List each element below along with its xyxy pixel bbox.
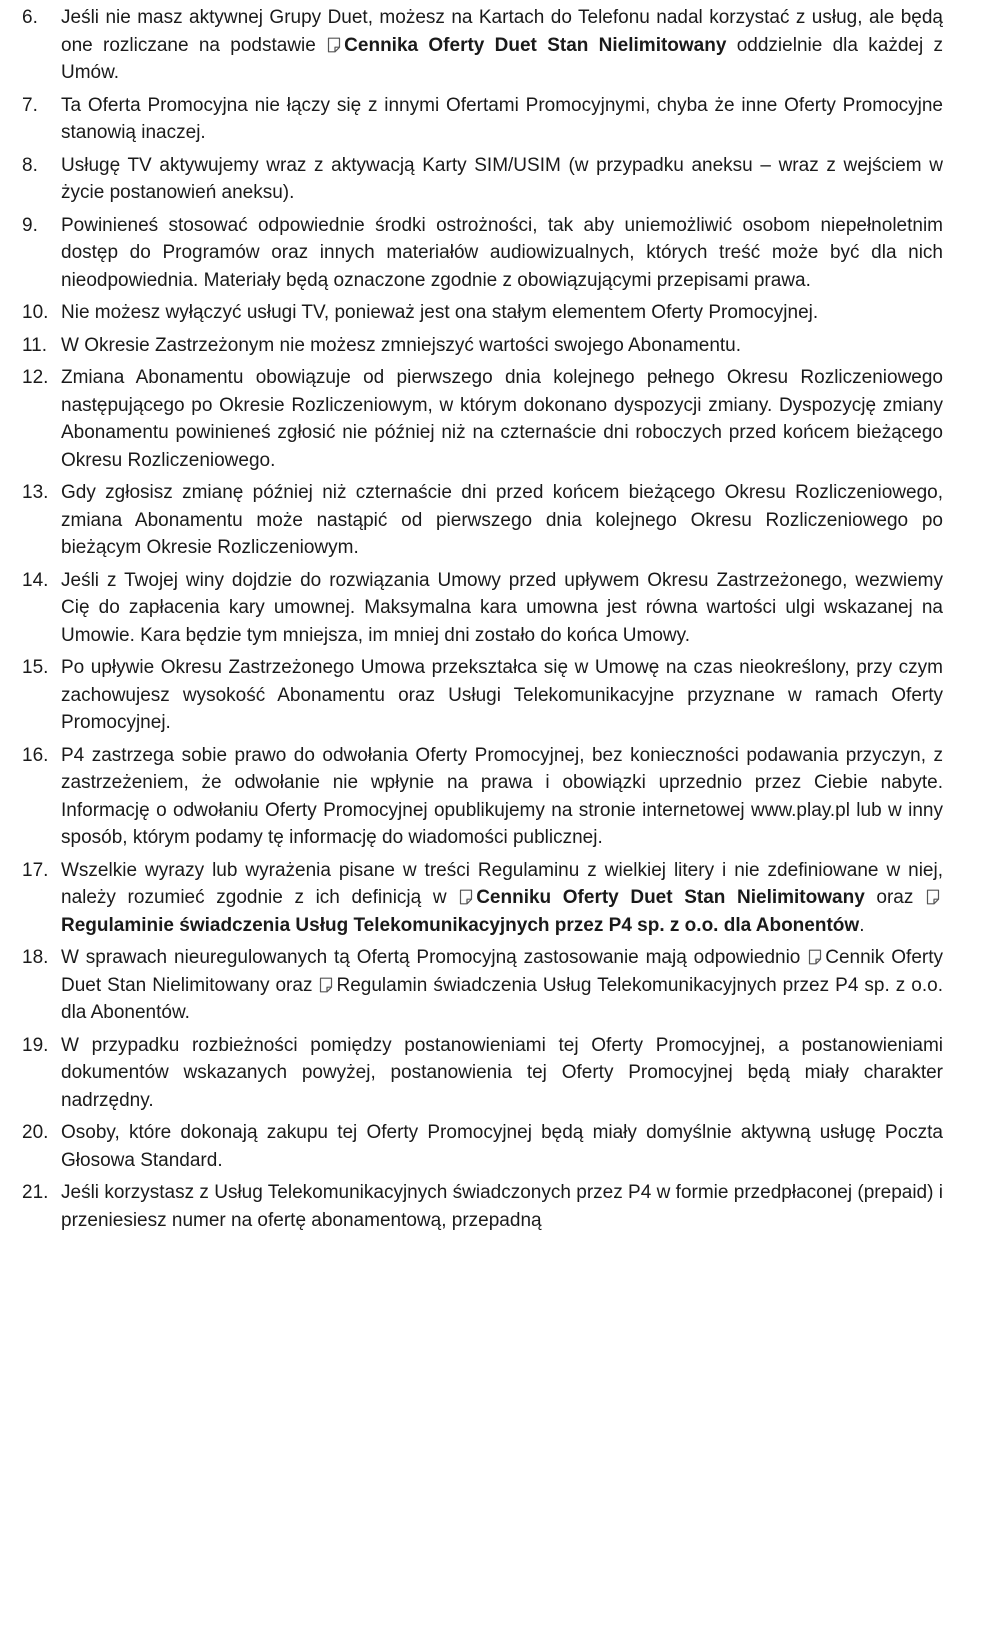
list-item <box>22 299 943 327</box>
item-text: W przypadku rozbieżności pomiędzy postanowieniami tej Oferty Promocyjnej, a postanowieniami dokumentów wskazanych powyżej, postanowienia tej Oferty Promocyjnej będą miały charakter nadrzędny. <box>61 1034 943 1111</box>
list-item-number: 15. <box>22 657 49 678</box>
item-text: W Okresie Zastrzeżonym nie możesz zmniejszyć wartości swojego Abonamentu. <box>61 334 742 356</box>
item-text: Usługę TV aktywujemy wraz z aktywacją Karty SIM/USIM (w przypadku aneksu – wraz z wejściem w życie postanowień aneksu). <box>61 154 943 203</box>
document-link[interactable]: Cennika Oferty Duet Stan Nielimitowany <box>344 34 727 56</box>
item-text: Jeśli korzystasz z Usług Telekomunikacyjnych świadczonych przez P4 w formie przedpłaconej (prepaid) i przeniesiesz numer na ofertę abonamentową, przepadną <box>61 1182 943 1231</box>
list-item <box>22 479 943 562</box>
list-item <box>22 1179 943 1234</box>
document-icon[interactable] <box>808 949 822 965</box>
document-link[interactable]: Cenniku Oferty Duet Stan Nielimitowany <box>476 887 865 908</box>
list-item <box>22 212 943 295</box>
item-text: Po upływie Okresu Zastrzeżonego Umowa przekształca się w Umowę na czas nieokreślony, przy czym zachowujesz wysokość Abonamentu oraz Usługi Telekomunikacyjne przyznane w ramach Oferty Promocyjnej. <box>61 657 943 733</box>
list-item <box>22 1119 943 1174</box>
item-text: oddzielnie dla każdej z Umów. <box>61 34 943 83</box>
list-item-number: 8. <box>22 154 38 176</box>
item-text: Jeśli z Twojej winy dojdzie do rozwiązania Umowy przed upływem Okresu Zastrzeżonego, wezwiemy Cię do zapłacenia kary umownej. Maksymalna kara umowna jest równa wartości ulgi wskazanej na Umowie. Kara będzie tym mniejsza, im mniej dni zostało do końca Umowy. <box>61 569 943 646</box>
item-text: Cennik Oferty Duet Stan Nielimitowany oraz <box>61 947 943 996</box>
list-item-number: 17. <box>22 859 49 881</box>
document-icon[interactable] <box>459 889 473 905</box>
list-item <box>22 567 943 650</box>
list-item-number: 6. <box>22 7 38 28</box>
item-text: Powinieneś stosować odpowiednie środki ostrożności, tak aby uniemożliwić osobom niepełnoletnim dostęp do Programów oraz innych materiałów audiowizualnych, których treść może być dla nich nieodpowiednia. Materiały będą oznaczone zgodnie z obowiązującymi przepisami prawa. <box>61 214 943 291</box>
list-item-number: 18. <box>22 947 49 968</box>
list-item-number: 12. <box>22 367 49 388</box>
list-item-number: 9. <box>22 214 38 236</box>
list-item <box>22 152 943 207</box>
list-item-number: 7. <box>22 94 38 116</box>
item-text: Wszelkie wyrazy lub wyrażenia pisane w treści Regulaminu z wielkiej litery i nie zdefiniowane w niej, należy rozumieć zgodnie z ich definicją w <box>61 859 943 908</box>
item-text: Jeśli nie masz aktywnej Grupy Duet, możesz na Kartach do Telefonu nadal korzystać z usług, ale będą one rozliczane na podstawie <box>61 7 943 56</box>
list-item <box>22 364 943 474</box>
list-item-number: 19. <box>22 1034 49 1056</box>
list-item <box>22 4 943 87</box>
list-item-number: 11. <box>22 334 48 356</box>
list-item-number: 16. <box>22 744 49 766</box>
item-text: Osoby, które dokonają zakupu tej Oferty Promocyjnej będą miały domyślnie aktywną usługę Poczta Głosowa Standard. <box>61 1122 943 1171</box>
document-icon[interactable] <box>319 977 333 993</box>
item-text: Ta Oferta Promocyjna nie łączy się z innymi Ofertami Promocyjnymi, chyba że inne Oferty Promocyjne stanowią inaczej. <box>61 94 943 143</box>
item-text: oraz <box>864 887 925 908</box>
list-item <box>22 742 943 852</box>
document-icon[interactable] <box>327 37 341 53</box>
item-text: Gdy zgłosisz zmianę później niż czternaście dni przed końcem bieżącego Okresu Rozliczeniowego, zmiana Abonamentu może nastąpić od pierwszego dnia kolejnego Okresu Rozliczeniowego po bieżącym Okresie Rozliczeniowym. <box>61 482 943 558</box>
list-item <box>22 92 943 147</box>
document-icon[interactable] <box>926 889 940 905</box>
item-text: Nie możesz wyłączyć usługi TV, ponieważ jest ona stałym elementem Oferty Promocyjnej. <box>61 302 819 323</box>
terms-list <box>22 4 943 1234</box>
list-item <box>22 857 943 940</box>
document-link[interactable]: Regulaminie świadczenia Usług Telekomunikacyjnych przez P4 sp. z o.o. dla Abonentów <box>61 914 860 936</box>
item-text: . <box>859 914 865 936</box>
list-item <box>22 1032 943 1115</box>
item-text: P4 zastrzega sobie prawo do odwołania Oferty Promocyjnej, bez konieczności podawania przyczyn, z zastrzeżeniem, że odwołanie nie wpłynie na prawa i obowiązki uprzednio przez Ciebie nabyte. Informację o odwołaniu Oferty Promocyjnej opublikujemy na stronie internetowej www.play.pl lub w inny sposób, którym podamy tę informację do wiadomości publicznej. <box>61 744 943 848</box>
list-item-number: 21. <box>22 1182 49 1203</box>
list-item-number: 20. <box>22 1122 49 1143</box>
list-item <box>22 654 943 737</box>
item-text: Regulamin świadczenia Usług Telekomunikacyjnych przez P4 sp. z o.o. dla Abonentów. <box>61 974 943 1023</box>
list-item-number: 10. <box>22 302 49 323</box>
list-item-number: 13. <box>22 482 49 503</box>
list-item <box>22 944 943 1027</box>
list-item <box>22 332 943 360</box>
item-text: W sprawach nieuregulowanych tą Ofertą Promocyjną zastosowanie mają odpowiednio <box>61 947 808 968</box>
item-text: Zmiana Abonamentu obowiązuje od pierwszego dnia kolejnego pełnego Okresu Rozliczeniowego następującego po Okresie Rozliczeniowym, w którym dokonano dyspozycji zmiany. Dyspozycję zmiany Abonamentu powinieneś zgłosić nie później niż na czternaście dni roboczych przed końcem bieżącego Okresu Rozliczeniowego. <box>61 367 943 471</box>
list-item-number: 14. <box>22 569 49 591</box>
